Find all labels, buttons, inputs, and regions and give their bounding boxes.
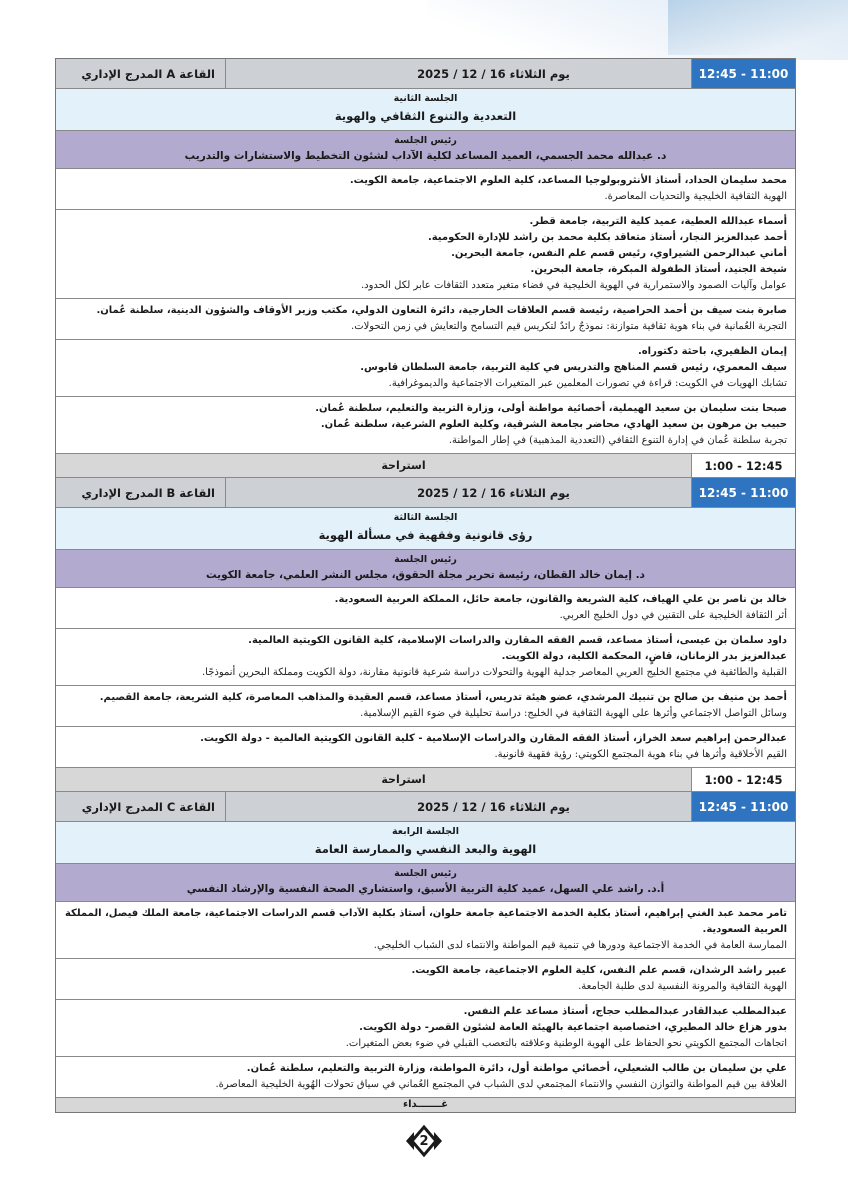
date-label: يوم الثلاثاء 16 / 12 / 2025 (226, 792, 691, 821)
paper-entry (56, 902, 795, 959)
paper-topic: الهوية الثقافية الخليجية والتحديات المعاصرة. (604, 191, 787, 202)
session-time: 12:45 - 11:00 (691, 59, 795, 88)
paper-author: بدور هزاع خالد المطيري، اختصاصية اجتماعية بالهيئة العامة لشئون القصر- دولة الكويت. (359, 1022, 787, 1033)
paper-author: أحمد عبدالعزيز النجار، أستاذ متعاقد بكلية محمد بن راشد للإدارة الحكومية. (427, 232, 787, 243)
session-time: 12:45 - 11:00 (691, 478, 795, 507)
paper-author: أسماء عبدالله العطية، عميد كلية التربية، جامعة قطر. (529, 216, 787, 227)
session-chair (56, 131, 795, 169)
paper-entry (56, 397, 795, 454)
page-number-badge (404, 1124, 444, 1158)
paper-author: محمد سليمان الحداد، أستاذ الأنثروبولوجيا المساعد، كلية العلوم الاجتماعية، جامعة الكويت. (349, 175, 787, 186)
chair-label: رئيس الجلسة (394, 554, 457, 565)
paper-author: عبير راشد الرشدان، قسم علم النفس، كلية العلوم الاجتماعية، جامعة الكويت. (411, 965, 787, 976)
session-label: الجلسة الثالثة (393, 512, 458, 523)
paper-topic: تشابك الهويات في الكويت: قراءة في تصورات المعلمين عبر المتغيرات الاجتماعية والديموغرافية. (388, 378, 787, 389)
date-label: يوم الثلاثاء 16 / 12 / 2025 (226, 59, 691, 88)
paper-author: سيف المعمري، رئيس قسم المناهج والتدريس في كلية التربية، جامعة السلطان قابوس. (360, 362, 787, 373)
paper-author: أحمد بن منيف بن صالح بن تنبيك المرشدي، عضو هيئة تدريس، أستاذ مساعد، قسم العقيدة والمذاهب المعاصرة، كلية الشريعة، جامعة القصيم. (99, 692, 787, 703)
hall-label: القاعة A المدرج الإداري (56, 59, 226, 88)
paper-author: علي بن سليمان بن طالب الشعيلي، أخصائي مواطنة أول، دائرة المواطنة، وزارة التربية والتعليم، سلطنة عُمان. (246, 1063, 787, 1074)
paper-entry (56, 299, 795, 340)
paper-entry (56, 1057, 795, 1098)
header-decoration-accent (668, 0, 848, 55)
paper-author: داود سلمان بن عيسى، أستاذ مساعد، قسم الفقه المقارن والدراسات الإسلامية، كلية القانون الكويتية العالمية. (248, 635, 787, 646)
paper-entry (56, 1000, 795, 1057)
session-chair (56, 864, 795, 902)
paper-author: حبيب بن مرهون بن سعيد الهادي، محاضر بجامعة الشرقية، وكلية العلوم الشرعية، سلطنة عُمان. (320, 419, 787, 430)
paper-entry (56, 686, 795, 727)
paper-topic: الهوية الثقافية والمرونة النفسية لدى طلبة الجامعة. (578, 981, 787, 992)
paper-entry (56, 629, 795, 686)
chair-label: رئيس الجلسة (394, 135, 457, 146)
session-header (56, 508, 795, 550)
date-label: يوم الثلاثاء 16 / 12 / 2025 (226, 478, 691, 507)
paper-author: صابرة بنت سيف بن أحمد الحراصية، رئيسة قسم العلاقات الخارجية، دائرة التعاون الدولي، مكتب وزير الأوقاف والشؤون الدينية، سلطنة عُمان. (96, 305, 787, 316)
session-title: التعددية والتنوع الثقافي والهوية (334, 109, 517, 123)
chair-name: د. عبدالله محمد الجسمي، العميد المساعد لكلية الآداب لشئون التخطيط والاستشارات والتدريب (184, 150, 667, 162)
paper-entry (56, 340, 795, 397)
session-title: الهوية والبعد النفسي والممارسة العامة (314, 842, 537, 856)
hall-label: القاعة C المدرج الإداري (56, 792, 226, 821)
paper-author: صبحا بنت سليمان بن سعيد الهيملية، أخصائية مواطنة أولى، وزارة التربية والتعليم، سلطنة عُمان. (315, 403, 787, 414)
paper-entry (56, 727, 795, 768)
paper-topic: القبلية والطائفية في مجتمع الخليج العربي المعاصر جدلية الهوية والتحولات دراسة شرعية قانونية مقارنة، دولة الكويت ومملكة البحرين أنموذجًا. (201, 667, 787, 678)
paper-author: عبدالرحمن إبراهيم سعد الخراز، أستاذ الفقه المقارن والدراسات الإسلامية - كلية القانون الكويتية العالمية - دولة الكويت. (200, 733, 787, 744)
session-time: 12:45 - 11:00 (691, 792, 795, 821)
paper-author: شيخة الجنيد، أستاذ الطفولة المبكرة، جامعة البحرين. (530, 264, 787, 275)
break-row (56, 454, 795, 478)
lunch-row: غـــــــداء (56, 1098, 795, 1112)
day-header-row (56, 59, 795, 89)
paper-topic: عوامل وآليات الصمود والاستمرارية في الهوية الخليجية في فضاء متغير متعدد الثقافات عابر لكل الحدود. (360, 280, 787, 291)
session-header (56, 822, 795, 864)
day-header-row (56, 478, 795, 508)
chair-name: أ.د. راشد علي السهل، عميد كلية التربية الأسبق، واستشاري الصحة النفسية والإرشاد النفسي (186, 883, 665, 895)
paper-author: عبدالمطلب عبدالقادر عبدالمطلب حجاج، أستاذ مساعد علم النفس. (463, 1006, 787, 1017)
paper-topic: تجربة سلطنة عُمان في إدارة التنوع الثقافي (التعددية المذهبية) في إطار المواطنة. (448, 435, 787, 446)
paper-entry (56, 210, 795, 299)
hall-label: القاعة B المدرج الإداري (56, 478, 226, 507)
paper-topic: التجربة العُمانية في بناء هوية ثقافية متوازنة: نموذجٌ رائدٌ لتكريس قيم التسامح والتعايش في زمن التحولات. (351, 321, 787, 332)
paper-author: أماني عبدالرحمن الشيراوي، رئيس قسم علم النفس، جامعة البحرين. (451, 248, 787, 259)
session-label: الجلسة الثانية (393, 93, 458, 104)
break-label: استراحة (381, 459, 426, 472)
paper-entry (56, 169, 795, 210)
paper-topic: وسائل التواصل الاجتماعي وأثرها على الهوية الثقافية في الخليج: دراسة تحليلية في ضوء القيم الإسلامية. (360, 708, 787, 719)
break-time: 1:00 - 12:45 (691, 768, 795, 791)
session-title: رؤى قانونية وفقهية في مسألة الهوية (318, 528, 533, 542)
break-row (56, 768, 795, 792)
break-time: 1:00 - 12:45 (691, 454, 795, 477)
break-label: استراحة (381, 773, 426, 786)
session-label: الجلسة الرابعة (392, 826, 459, 837)
paper-author: عبدالعزيز بدر الزمانان، قاضٍ، المحكمة الكلية، دولة الكويت. (501, 651, 787, 662)
paper-author: إيمان الظفيري، باحثة دكتوراه. (637, 346, 787, 357)
session-chair (56, 550, 795, 588)
day-header-row (56, 792, 795, 822)
page-number: 2 (419, 1133, 429, 1149)
paper-topic: الممارسة العامة في الخدمة الاجتماعية ودورها في تنمية قيم المواطنة والانتماء لدى الشباب الخليجي. (373, 940, 787, 951)
chair-label: رئيس الجلسة (394, 868, 457, 879)
paper-topic: العلاقة بين قيم المواطنة والتوازن النفسي والانتماء المجتمعي لدى الشباب في المجتمع العُماني في سياق تحولات الهُوية الخليجية المعاصرة. (215, 1079, 787, 1090)
paper-topic: القيم الأخلاقية وأثرها في بناء هوية المجتمع الكويتي: رؤية فقهية قانونية. (494, 749, 787, 760)
paper-topic: أثر الثقافة الخليجية على التقنين في دول الخليج العربي. (559, 610, 787, 621)
paper-author: تامر محمد عبد الغني إبراهيم، أستاذ بكلية الخدمة الاجتماعية جامعة حلوان، أستاذ بكلية الآداب قسم الدراسات الاجتماعية، جامعة الملك فيصل، المملكة العربية السعودية. (64, 908, 787, 935)
chair-name: د. إيمان خالد القطان، رئيسة تحرير مجلة الحقوق، مجلس النشر العلمي، جامعة الكويت (206, 569, 645, 581)
paper-topic: اتجاهات المجتمع الكويتي نحو الحفاظ على الهوية الوطنية وعلاقته بالتعصب القبلي في ضوء بعض المتغيرات. (345, 1038, 787, 1049)
paper-entry (56, 588, 795, 629)
paper-entry (56, 959, 795, 1000)
schedule-table (55, 58, 796, 1113)
session-header (56, 89, 795, 131)
paper-author: خالد بن ناصر بن علي الهياف، كلية الشريعة والقانون، جامعة حائل، المملكة العربية السعودية. (334, 594, 787, 605)
